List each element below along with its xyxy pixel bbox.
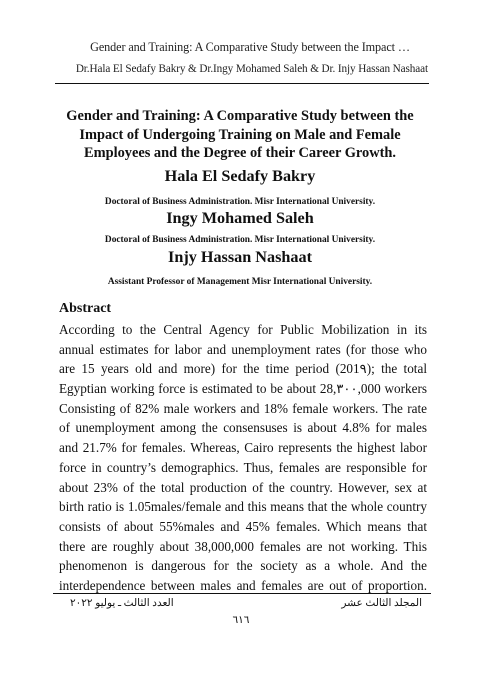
- paper-title-line: Employees and the Degree of their Career Growth.: [83, 145, 396, 161]
- author-name-3: Injy Hassan Nashaat: [168, 248, 312, 266]
- abstract-line: are 15 years old and more) for the time period (201٩); the total: [59, 361, 427, 377]
- abstract-body: [59, 320, 427, 596]
- abstract-line: force in country’s demographics. Thus, females are responsible for: [59, 459, 427, 475]
- footer-volume: المجلد الثالث عشر: [341, 598, 422, 609]
- abstract-line: there are roughly about 38,000,000 females are not working. This: [59, 538, 427, 554]
- running-header-authors: Dr.Hala El Sedafy Bakry & Dr.Ingy Mohamed Saleh & Dr. Injy Hassan Nashaat: [75, 63, 428, 75]
- abstract-line: Egyptian working force is estimated to be about 28,٣٠٠,000 workers: [59, 381, 428, 397]
- abstract-line: annual estimates for labor and unemployment rates (for those who: [59, 341, 427, 357]
- abstract-heading: Abstract: [59, 301, 112, 316]
- paper-title-line: Gender and Training: A Comparative Study between the: [66, 108, 414, 124]
- author-affiliation-2: Doctoral of Business Administration. Misr International University.: [104, 235, 376, 245]
- abstract-line: about 23% of the total production of the country. However, sex at: [59, 479, 427, 495]
- abstract-line: interdependence between males and females are out of proportion.: [59, 577, 427, 593]
- page-number: ٦١٦: [232, 615, 250, 626]
- author-name-2: Ingy Mohamed Saleh: [166, 209, 314, 227]
- abstract-line: consists of about 55%males and 45% females. Which means that: [59, 518, 427, 534]
- author-affiliation-1: Doctoral of Business Administration. Misr International University.: [104, 197, 376, 207]
- abstract-line: Consisting of 82% male workers and 18% female workers. The rate: [59, 400, 427, 416]
- abstract-line: According to the Central Agency for Public Mobilization in its: [59, 322, 427, 337]
- abstract-line: of unemployment among the consensuses is about 4.8% for males: [59, 420, 427, 436]
- header-divider: [55, 83, 429, 84]
- paper-title-line: Impact of Undergoing Training on Male and Female: [79, 126, 401, 143]
- abstract-line: phenomenon is dangerous for the society as a whole. And the: [59, 558, 427, 574]
- running-header-title: Gender and Training: A Comparative Study between the Impact …: [90, 40, 410, 54]
- footer-divider: [53, 593, 431, 594]
- paper-title: [50, 107, 430, 163]
- abstract-line: birth ratio is 1.05males/female and this means that the whole country: [59, 499, 427, 515]
- footer-issue: العدد الثالث ـ يوليو ٢٠٢٢: [70, 598, 174, 609]
- author-affiliation-3: Assistant Professor of Management Misr International University.: [107, 277, 373, 287]
- author-name-1: Hala El Sedafy Bakry: [164, 167, 316, 185]
- abstract-line: and 21.7% for females. Whereas, Cairo represents the highest labor: [59, 440, 427, 456]
